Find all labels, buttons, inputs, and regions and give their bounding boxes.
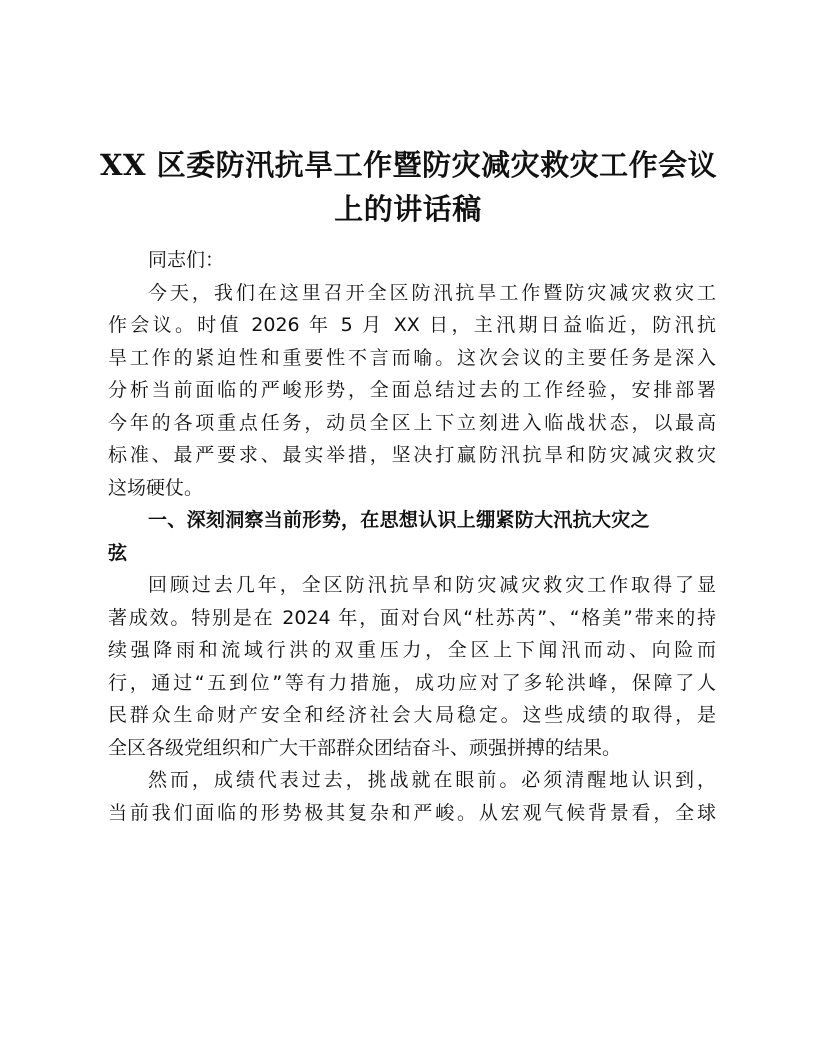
paragraph-line: 标准、最严要求、最实举措，坚决打赢防汛抗旱和防灾减灾救灾 (108, 444, 716, 466)
paragraph-line: 今年的各项重点任务，动员全区上下立刻进入临战状态，以最高 (108, 411, 716, 434)
paragraph-line: 这场硬仗。 (108, 476, 204, 499)
section-heading-1 (108, 504, 716, 569)
title-line: 上的讲话稿 (334, 192, 482, 226)
paragraph-line: 著成效。特别是在 2024 年，面对台风“杜苏芮”、“格美”带来的持 (108, 606, 716, 629)
paragraph-line: 全区各级党组织和广大干部群众团结奋斗、顽强拼搏的结果。 (108, 736, 622, 759)
paragraph-line: 当前我们面临的形势极其复杂和严峻。从宏观气候背景看，全球 (108, 801, 716, 824)
document-title (100, 143, 716, 231)
document-body (108, 244, 716, 829)
heading-line: 弦 (108, 541, 128, 564)
heading-line: 一、深刻洞察当前形势，在思想认识上绷紧防大汛抗大灾之 (148, 509, 650, 531)
paragraph-opening (108, 277, 716, 505)
paragraph-challenges (108, 764, 716, 829)
paragraph-line: 回顾过去几年，全区防汛抗旱和防灾减灾救灾工作取得了显 (148, 574, 716, 596)
paragraph-line: 续强降雨和流域行洪的双重压力，全区上下闻汛而动、向险而 (108, 639, 716, 661)
paragraph-line: 行，通过“五到位”等有力措施，成功应对了多轮洪峰，保障了人 (108, 671, 716, 694)
paragraph-line: 分析当前面临的严峻形势，全面总结过去的工作经验，安排部署 (108, 379, 716, 401)
salutation: 同志们： (148, 249, 225, 271)
paragraph-line: 今天，我们在这里召开全区防汛抗旱工作暨防灾减灾救灾工 (148, 281, 716, 304)
paragraph-line: 作会议。时值 2026 年 5 月 XX 日，主汛期日益临近，防汛抗 (108, 314, 716, 336)
paragraph-line: 旱工作的紧迫性和重要性不言而喻。这次会议的主要任务是深入 (108, 346, 716, 369)
paragraph-line: 民群众生命财产安全和经济社会大局稳定。这些成绩的取得，是 (108, 704, 716, 726)
title-line: XX 区委防汛抗旱工作暨防灾减灾救灾工作会议 (100, 148, 718, 182)
paragraph-review (108, 569, 716, 764)
paragraph-line: 然而，成绩代表过去，挑战就在眼前。必须清醒地认识到， (148, 769, 716, 791)
